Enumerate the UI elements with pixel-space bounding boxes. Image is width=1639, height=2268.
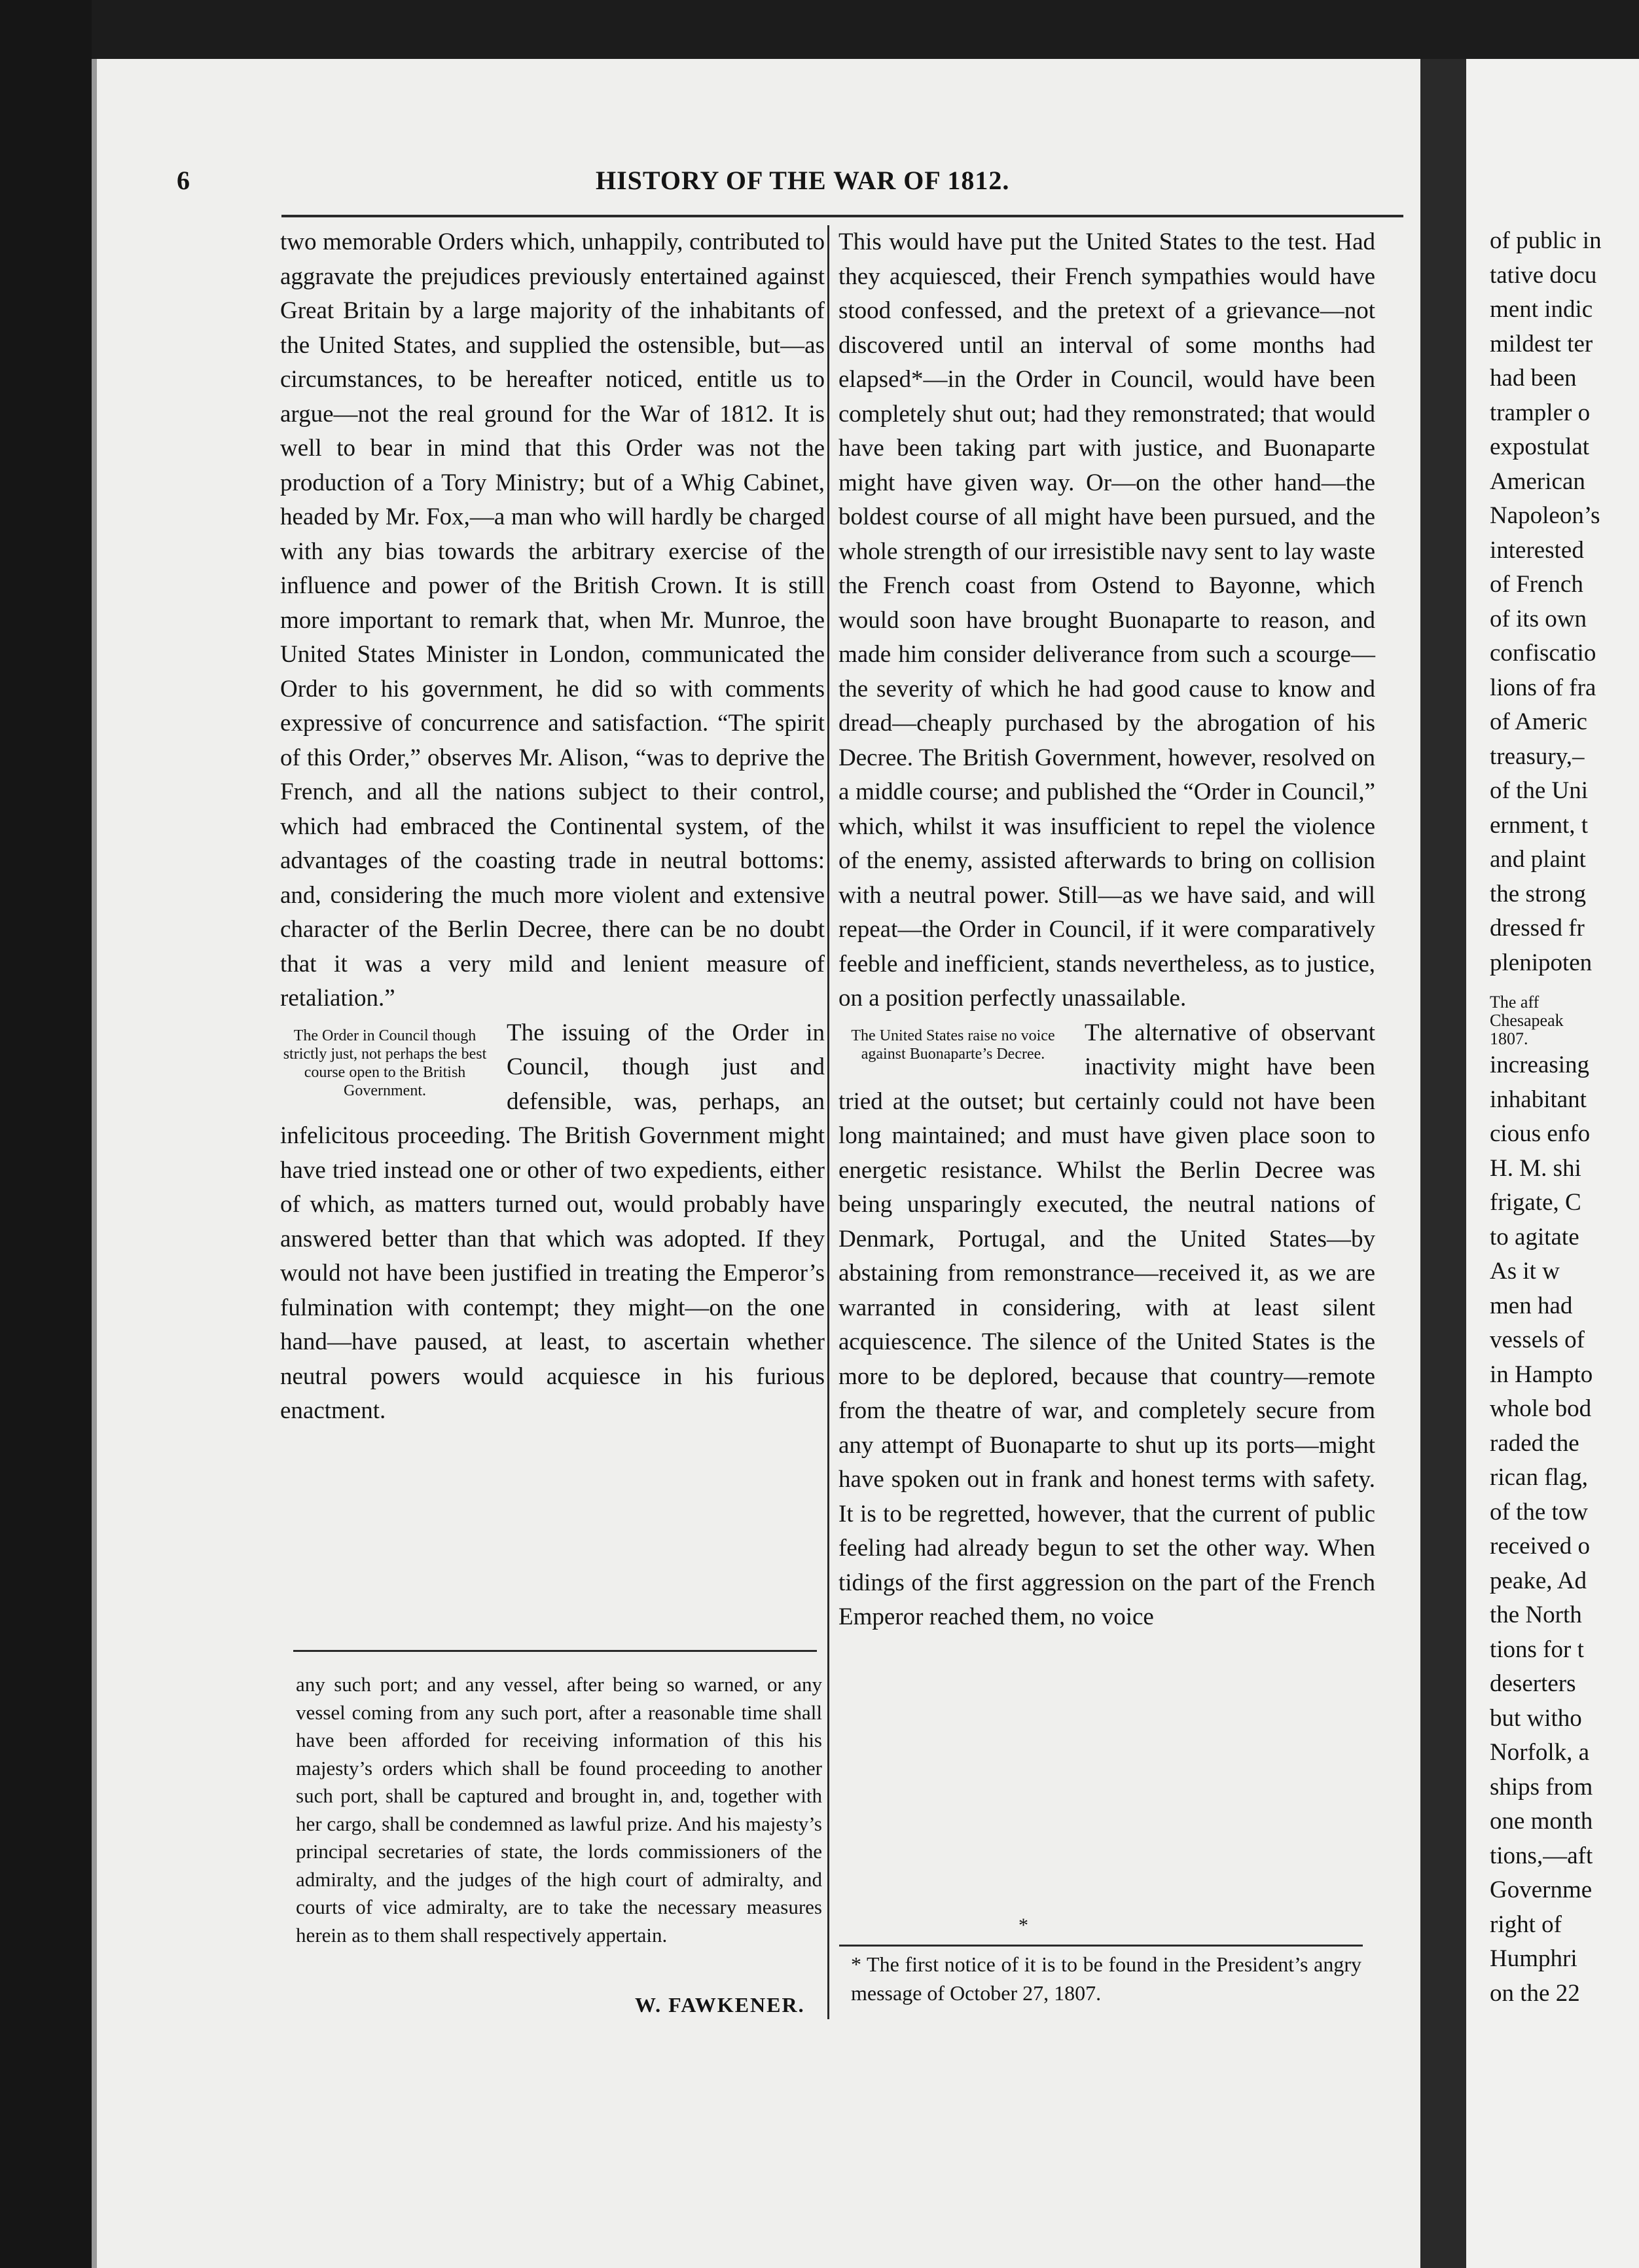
next-page-fragment [1466,59,1639,2268]
next-page-line: tions,—aft [1490,1842,1593,1869]
next-page-line: ships from [1490,1773,1593,1801]
next-page-line: received o [1490,1533,1591,1560]
next-page-line: The aff [1490,993,1540,1012]
next-page-line: men had [1490,1292,1573,1319]
signature: W. FAWKENER. [635,1993,805,2017]
next-page-line: 1807. [1490,1029,1528,1048]
next-page-line: right of [1490,1911,1562,1938]
right-sidenote: The United States raise no voice against Buonaparte’s Decree. [851,1027,1055,1063]
right-footnote: * The first notice of it is to be found in the President’s angry message of October 27, 1807. [851,1952,1361,2005]
next-page-line: on the 22 [1490,1979,1580,2007]
next-page-line: H. M. shi [1490,1154,1581,1182]
next-page-line: mildest ter [1490,330,1593,357]
next-page-line: tions for t [1490,1636,1584,1663]
next-page-line: of public in [1490,227,1602,254]
footnote-rule-left [293,1650,817,1652]
next-page-line: frigate, C [1490,1189,1581,1216]
next-page-line: dressed fr [1490,915,1585,942]
next-page-line: American [1490,467,1585,495]
running-title: HISTORY OF THE WAR OF 1812. [596,166,1010,195]
next-page-line: Napoleon’s [1490,502,1600,529]
right-paragraph-2: The alternative of observant inactivity might have been tried at the outset; but certainly could not have been long maintained; and must have given place soon to energetic resistance. Whilst the Berlin Decree was being unsparingly executed, the neutral nations of Denmark, Portugal, and the United States—by abstaining from remonstrance—received it, as we are warranted in considering, with at least silent acquiescence. The silence of the United States is the more to be deplored, because that country—remote from the theatre of war, and completely secure from any attempt of Buonaparte to shut up its ports—might have spoken out in frank and honest terms with safety. It is to be regretted, however, that the current of public feeling had already begun to set the other way. When tidings of the first aggression on the part of the French Emperor reached them, no voice [838,1019,1375,1630]
next-page-line: to agitate [1490,1223,1579,1251]
header-rule [281,215,1403,217]
next-page-line: Governme [1490,1876,1593,1903]
next-page-line: trampler o [1490,399,1591,426]
next-page-line: of French [1490,571,1583,598]
next-page-line: increasing [1490,1052,1590,1078]
next-page-line: of Americ [1490,708,1587,735]
next-page-line: the North [1490,1601,1582,1628]
next-page-line: plenipoten [1490,949,1593,976]
right-column [827,225,1375,2019]
footnote-marker: * [1018,1914,1028,1936]
next-page-line: Norfolk, a [1490,1739,1590,1766]
left-column [280,225,825,1429]
right-paragraph-1: This would have put the United States to the test. Had they acquiesced, their French sympathies would have stood confessed, and the pretext of a grievance—not discovered until an interval of some months had elapsed*—in the Order in Council, would have been completely shut out; had they remonstrated; that would have been taking part with justice, and Buonaparte might have given way. Or—on the other hand—the boldest course of all might have been pursued, and the whole strength of our irresistible navy sent to lay waste the French coast from Ostend to Bayonne, which would soon have brought Buonaparte to reason, and made him consider deliverance from such a scourge—the severity of which he had good cause to know and dread—cheaply purchased by the abrogation of his Decree. The British Government, however, resolved on a middle course; and published the “Order in Council,” which, whilst it was insufficient to repel the violence of the enemy, assisted afterwards to bring on collision with a neutral power. Still—as we have said, and will repeat—the Order in Council, if it were comparatively feeble and inefficient, stands nevertheless, as to justice, on a position perfectly unassailable. [838,229,1375,1012]
next-page-line: of the Uni [1490,777,1589,804]
left-sidenote: The Order in Council though strictly just, not perhaps the best course open to the British Government. [283,1027,487,1099]
next-page-line: of the tow [1490,1498,1589,1526]
next-page-line: one month [1490,1808,1593,1835]
page-gutter-shadow [1420,59,1466,2268]
left-paragraph-2: The issuing of the Order in Council, though just and defensible, was, perhaps, an infelicitous proceeding. The British Government might have tried instead one or other of two expedients, either of which, as matters turned out, would probably have answered better than that which was adopted. If they would not have been justified in treating the Emperor’s fulmination with contempt; they might—on the one hand—have paused, at least, to ascertain whether neutral powers would acquiesce in his furious enactment. [280,1019,825,1424]
next-page-line: deserters [1490,1670,1576,1697]
next-page-line: Humphri [1490,1945,1577,1972]
next-page-line: raded the [1490,1429,1579,1457]
next-page-line: inhabitant [1490,1086,1587,1113]
next-page-line: whole bod [1490,1395,1592,1422]
next-page-line: cious enfo [1490,1120,1591,1147]
next-page-line: treasury,– [1490,742,1585,770]
next-page-line: lions of fra [1490,674,1596,701]
next-page-line: ment indic [1490,296,1593,323]
next-page-line: peake, Ad [1490,1567,1587,1594]
next-page-line: interested [1490,536,1584,564]
next-page-line: expostulat [1490,433,1590,460]
next-page-text [1490,224,1602,2011]
next-page-line: but witho [1490,1704,1582,1732]
next-page-line: the strong [1490,880,1586,907]
next-page-line: confiscatio [1490,640,1596,667]
next-page-line: and plaint [1490,846,1586,873]
next-page-line: Chesapeak [1490,1011,1564,1030]
next-page-line: in Hampto [1490,1361,1593,1388]
page-header [177,165,1403,211]
page-number: 6 [177,166,190,195]
next-page-line: rican flag, [1490,1464,1588,1491]
next-page-line: ernment, t [1490,811,1589,839]
next-page-line: vessels of [1490,1326,1585,1353]
next-page-line: tative docu [1490,261,1597,289]
footnote-rule-right [839,1945,1363,1947]
left-paragraph-1: two memorable Orders which, unhappily, contributed to aggravate the prejudices previously entertained against Great Britain by a large majority of the inhabitants of the United States, and supplied the ostensible, but—as circumstances, to be hereafter noticed, entitle us to argue—not the real ground for the War of 1812. It is well to bear in mind that this Order was not the production of a Tory Ministry; but of a Whig Cabinet, headed by Mr. Fox,—a man who will hardly be charged with any bias towards the arbitrary exercise of the influence and power of the British Crown. It is still more important to remark that, when Mr. Munroe, the United States Minister in London, communicated the Order to his government, he did so with comments expressive of concurrence and satisfaction. “The spirit of this Order,” observes Mr. Alison, “was to deprive the French, and all the nations subject to their control, which had embraced the Continental system, of the advantages of the coasting trade in neutral bottoms: and, considering the much more violent and extensive character of the Berlin Decree, there can be no doubt that it was a very mild and lenient measure of retaliation.” [280,229,825,1012]
left-footnote: any such port; and any vessel, after being so warned, or any vessel coming from any such port, after a reasonable time shall have been afforded for receiving information of this his majesty’s orders which shall be found proceeding to another such port, shall be captured and brought in, and, together with her cargo, shall be condemned as lawful prize. And his majesty’s principal secretaries of state, the lords commissioners of the admiralty, and the judges of the high court of admiralty, and courts of vice admiralty, are to take the necessary measures herein as to them shall respectively appertain. [296,1673,822,1947]
spacer [1490,980,1602,993]
next-page-line: As it w [1490,1258,1560,1285]
next-page-line: had been [1490,365,1577,392]
next-page-line: of its own [1490,605,1587,632]
scan-left-edge [0,0,92,2268]
